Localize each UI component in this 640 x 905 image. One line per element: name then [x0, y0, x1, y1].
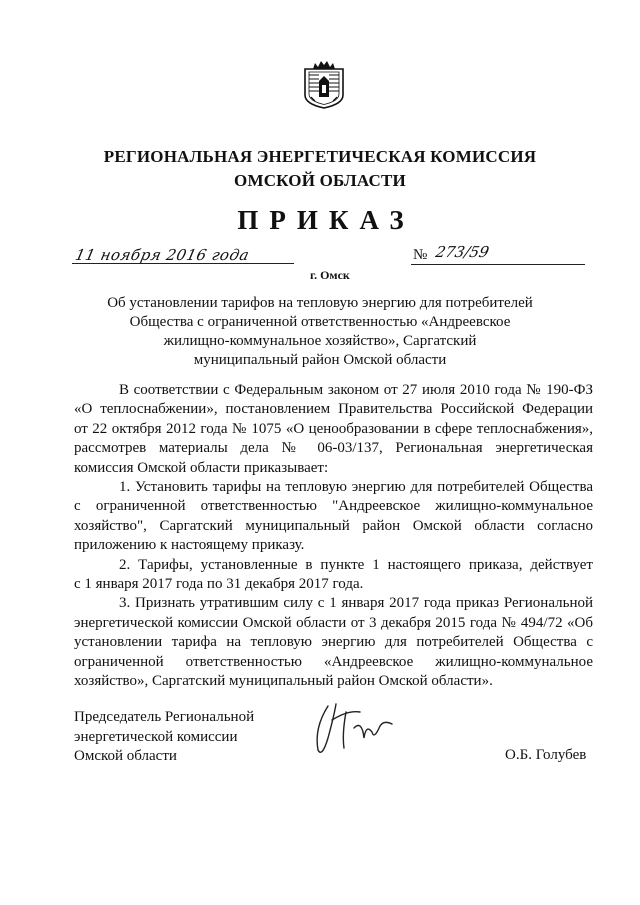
preamble-line: «О теплоснабжении», постановлением Правительства Российской Федерации — [74, 401, 593, 418]
subject-line: Общества с ограниченной ответственностью «Андреевское — [129, 314, 511, 330]
city-label: г. Омск — [310, 268, 350, 282]
order-subject — [100, 294, 540, 370]
item-3-line: хозяйство», Саргатский муниципальный район Омской области». — [74, 673, 493, 690]
signatory-title-line: Омской области — [74, 748, 177, 764]
handwritten-signature — [308, 698, 398, 760]
handwritten-order-number: 273/59 — [434, 243, 491, 261]
organization-name: РЕГИОНАЛЬНАЯ ЭНЕРГЕТИЧЕСКАЯ КОМИССИЯ — [103, 147, 537, 166]
item-1-line: хозяйство", Саргатский муниципальный район Омской области согласно — [74, 517, 593, 534]
document-type-title: ПРИКАЗ — [237, 205, 415, 235]
item-3-line: установлении тарифа на тепловую энергию для потребителей Общества с — [74, 634, 593, 651]
item-3-line: энергетической комиссии Омской области от 3 декабря 2015 года № 494/72 «Об — [74, 614, 593, 631]
item-2-line: с 1 января 2017 года по 31 декабря 2017 года. — [74, 576, 364, 593]
number-underline — [411, 264, 585, 265]
handwritten-date: 11 ноября 2016 года — [73, 246, 252, 264]
item-3-line: ограниченной ответственностью «Андреевское жилищно-коммунальное — [74, 653, 593, 670]
preamble-line: комиссия Омской области приказывает: — [74, 459, 329, 476]
signatory-title-line: энергетической комиссии — [74, 728, 238, 745]
item-3-line: 3. Признать утратившим силу с 1 января 2017 года приказ Региональной — [119, 595, 593, 612]
subject-line: муниципальный район Омской области — [193, 352, 447, 368]
preamble-line: В соответствии с Федеральным законом от 27 июля 2010 года № 190-ФЗ — [119, 382, 593, 398]
date-underline — [72, 263, 294, 264]
signatory-title — [74, 708, 254, 767]
order-body — [74, 381, 593, 692]
signatory-title-line: Председатель Региональной — [74, 709, 255, 725]
item-1-line: с ограниченной ответственностью "Андреевское жилищно-коммунальное — [74, 498, 593, 515]
preamble-line: рассмотрев материалы дела № 06-03/137, Региональная энергетическая — [74, 440, 593, 457]
number-sign: № — [413, 247, 428, 263]
item-1-line: 1. Установить тарифы на тепловую энергию для потребителей Общества — [119, 479, 593, 496]
omsk-coat-of-arms-icon — [301, 59, 347, 109]
subject-line: жилищно-коммунальное хозяйство», Саргатский — [163, 333, 477, 349]
signatory-name: О.Б. Голубев — [505, 747, 587, 763]
preamble-line: от 22 октября 2012 года № 1075 «О ценообразовании в сфере теплоснабжения», — [74, 420, 593, 437]
subject-line: Об установлении тарифов на тепловую энергию для потребителей — [107, 295, 533, 311]
item-2-line: 2. Тарифы, установленные в пункте 1 настоящего приказа, действует — [119, 556, 593, 573]
organization-region: ОМСКОЙ ОБЛАСТИ — [234, 171, 406, 190]
item-1-line: приложению к настоящему приказу. — [74, 537, 305, 554]
